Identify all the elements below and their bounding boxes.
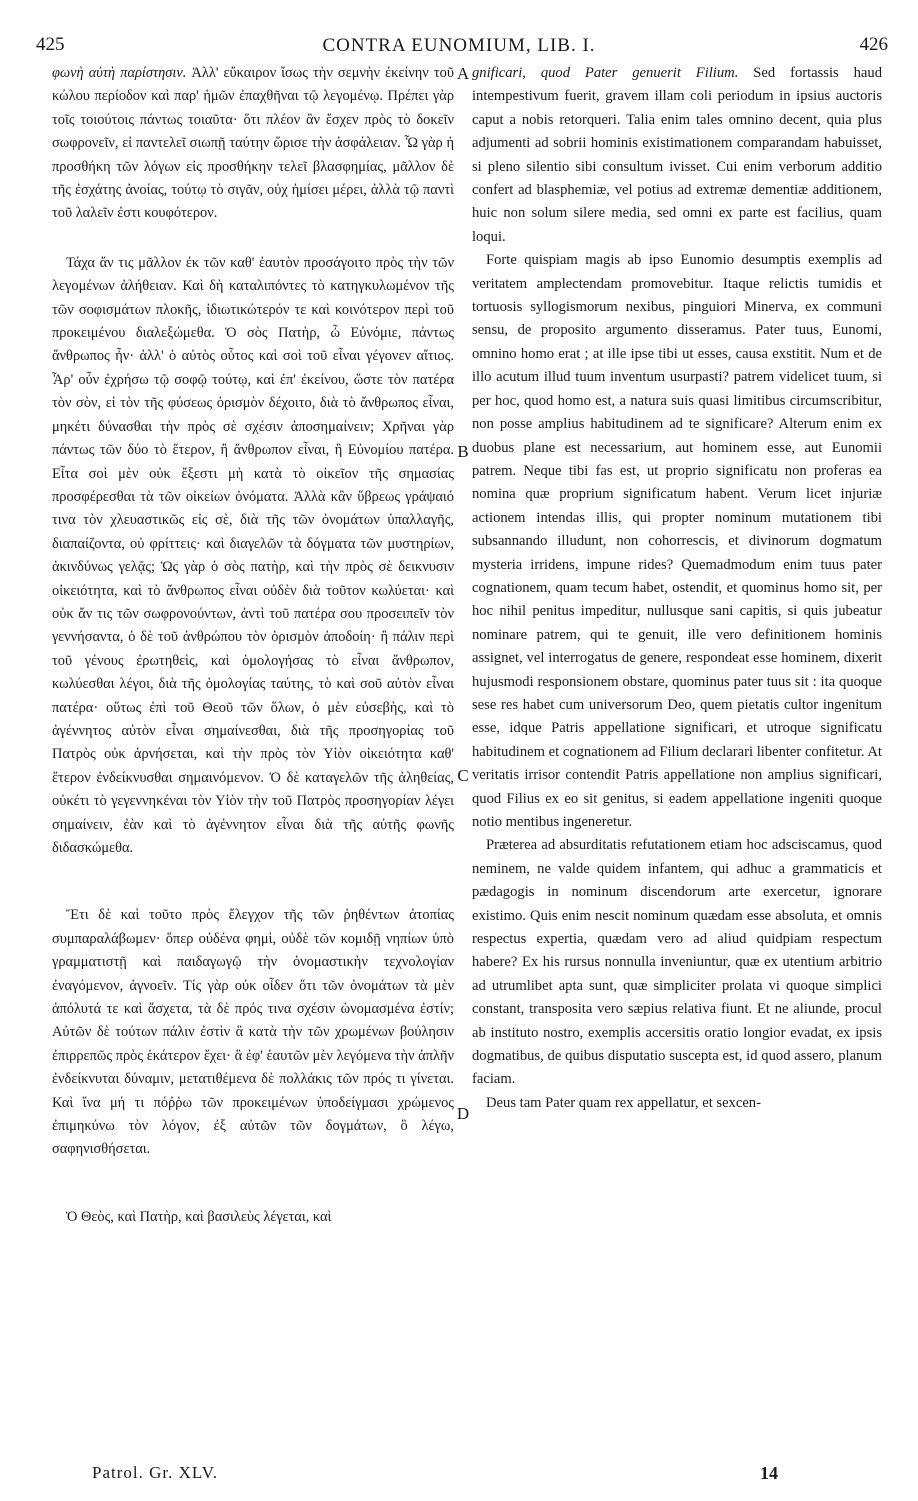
margin-letter-d: D xyxy=(456,1104,470,1123)
greek-paragraph-4: Ὁ Θεὸς, καὶ Πατὴρ, καὶ βασιλεὺς λέγεται, καὶ xyxy=(66,1208,332,1225)
greek-column xyxy=(52,62,454,1229)
running-title: CONTRA EUNOMIUM, LIB. I. xyxy=(322,35,596,56)
latin-paragraph-1-lead: gnificari, quod Pater genuerit Filium. xyxy=(472,65,739,81)
margin-letter-c: C xyxy=(457,766,469,785)
page-number-left: 425 xyxy=(36,34,65,55)
latin-paragraph-3: Præterea ad absurditatis refutationem etiam hoc adsciscamus, quod neminem, ne valde quidem infantem, qui adhuc a grammaticis et pædagogis in nominum discendorum arte exercetur, ignorare existimo. Quis enim nescit nominum quædam esse absoluta, et omnis respectus expertia, quædam vero ad aliud quidpiam respectum habere? Ex his rursus nonnulla inveniuntur, quæ ex utentium arbitrio ad utrumlibet apta sunt, quæ simpliciter prolata vi quoque simplici constant, transposita vero sæpius relativa fiunt. Et ne aliunde, procul ab instituto nostro, exemplis accersitis oratio longior evadat, ex ipsis dogmatibus, de quibus disputatio suscepta est, id quod assero, planum faciam. xyxy=(472,837,882,1088)
sheet-number: 14 xyxy=(760,1463,778,1483)
greek-paragraph-1-body: Ἀλλ' εὔκαιρον ἴσως τὴν σεμνὴν ἐκείνην τοῦ κώλου περίοδον καὶ παρ' ἡμῶν ἐπαχθῆναι τῷ λεγομένῳ. Πρέπει γὰρ τοῖς τοιούτοις πάντως τοιαῦτα· ὅτι πλέον ἂν ἔσχεν πρὸς τὸ δοκεῖν σωφρονεῖν, εἰ παντελεῖ σιωπῇ ταύτην ὥρισε τὴν ἀσφάλειαν. Ὧ γὰρ ἡ προσθήκη τῶν λόγων εἰς προσθήκην τελεῖ βλασφημίας, μᾶλλον δὲ τῆς ἐσχάτης ἀνοίας, τούτῳ τὸ σιγᾶν, οὐχ ἡμίσει μέρει, ἀλλὰ τῷ παντὶ τοῦ λαλεῖν ἐστι κουφότερον. xyxy=(52,65,454,222)
margin-letter-a: A xyxy=(456,64,470,83)
page-footer xyxy=(0,1458,918,1498)
greek-paragraph-1-lead: φωνὴ αὐτὴ παρίστησιν. xyxy=(52,65,187,81)
latin-paragraph-1 xyxy=(472,62,882,249)
greek-paragraph-3: Ἔτι δὲ καὶ τοῦτο πρὸς ἔλεγχον τῆς τῶν ῥηθέντων ἀτοπίας συμπαραλάβωμεν· ὅπερ οὐδένα φημὶ, οὐδὲ τῶν κομιδῇ νηπίων ὑπὸ γραμματιστῇ καὶ παιδαγωγῷ τὴν ὀνομαστικὴν τεχνολογίαν ἐναγόμενον, ἀγνοεῖν. Τίς γὰρ οὐκ οἶδεν ὅτι τῶν ὀνομάτων τὰ μὲν ἀπόλυτά τε καὶ ἄσχετα, τὰ δὲ πρός τινα σχέσιν ὠνομασμένα ἐστίν; Αὐτῶν δὲ τούτων πάλιν ἐστὶν ἃ κατὰ τὴν τῶν χρωμένων βούλησιν ἐπιρρεπῶς πρὸς ἑκάτερον ἔχει· ἃ ἐφ' ἑαυτῶν μὲν λεγόμενα τὴν ἁπλῆν ἐνδείκνυται δύναμιν, μετατιθέμενα δὲ πολλάκις τῶν πρός τι γίνεται. Καὶ ἵνα μή τι πόῤῥω τῶν προκειμένων ὑποδείγμασι χρώμενος ἐπιμηκύνω τὸν λόγον, ἐξ αὐτῶν τῶν δογμάτων, ὃ λέγω, σαφηνισθήσεται. xyxy=(52,907,454,1158)
page-number-right: 426 xyxy=(859,34,888,55)
latin-paragraph-1-body: Sed fortassis haud intempestivum fuerit, gravem illam coli periodum in ipsius auctoris caput a nobis retorqueri. Talia enim tales omnino decent, quia plus adjumenti ad sobrii hominis existimationem comparandam habuisset, si pleno silentio sibi consultum ivisset. Cui enim verborum additio confert ad blasphemiæ, vel potius ad extremæ dementiæ additionem, huic non solum silere media, sed omni ex parte est facilius, quam loqui. xyxy=(472,65,882,245)
latin-paragraph-4: Deus tam Pater quam rex appellatur, et sexcen- xyxy=(486,1094,761,1111)
printer-signature: Patrol. Gr. XLV. xyxy=(92,1463,219,1482)
greek-paragraph-1 xyxy=(52,62,454,226)
latin-paragraph-2: Forte quispiam magis ab ipso Eunomio desumptis exemplis ad veritatem amplectendam promovebitur. Itaque relictis tumidis et tortuosis syllogismorum nexibus, pinguiori Minerva, ex communi sensu, de proposito argumento disseramus. Pater tuus, Eunomi, omnino homo erat ; at ille ipse tibi ut esses, causa exstitit. Num et de illo acutum illud tuum inventum usurpasti? patrem videlicet tuum, si per hoc, quod homo est, a natura suis quasi limitibus circumscribitur, non posse amplius habitudinem ad te significare? Alterum enim ex duobus plane est necessarium, aut hominem esse, aut Eunomii patrem. Neque tibi fas est, ut proprio significatu non proferas ea nomina quæ proprium significatum habent. Verum licet injuriæ actionem intendas illis, qui propter nominum mutationem tibi subsannando illudunt, non cohorrescis, et divinorum dogmatum mysteria irridens, impune rides? Quemadmodum enim tuus pater cognationem, quam tecum habet, ostendit, et quominus homo sit, per hoc nihil penitus impeditur, nullusque sani capitis, si quis jubeatur nominare patrem, qui te genuit, ille vero definitionem hominis assignet, vel interrogatus de genere, respondeat esse hominem, dixerit hujusmodi responsionem obstare, quominus pater tuus sit : ita quoque sese res habet cum universorum Deo, quem pietatis cultor ingenitum esse, idque Patris appellatione significari, et utroque significatu habitudinem et cognationem ad Filium declarari libenter confitetur. At veritatis irrisor contendit Patris appellatione non amplius significari, quod Filius ex eo sit genitus, si eadem appellatione ingeniti quoque notio mentibus ingeneretur. xyxy=(472,252,882,830)
greek-paragraph-2: Τάχα ἄν τις μᾶλλον ἐκ τῶν καθ' ἑαυτὸν προσάγοιτο πρὸς τὴν τῶν λεγομένων ἀλήθειαν. Καὶ δὴ καταλιπόντες τὸ κατηγκυλωμένον τῆς τῶν σοφισμάτων πλοκῆς, ἰδιωτικώτερόν τε καὶ κοινότερον περὶ τοῦ προκειμένου διαλεξώμεθα. Ὁ σὸς Πατὴρ, ὦ Εὐνόμιε, πάντως ἄνθρωπος ἦν· ἀλλ' ὁ αὐτὸς οὗτος καὶ σοὶ τοῦ εἶναι γέγονεν αἴτιος. Ἆρ' οὖν ἐχρήσω τῷ σοφῷ τούτῳ, καὶ ἐπ' ἐκείνου, ὥστε τὸν πατέρα τὸν σὸν, εἰ τὸν τῆς φύσεως ὁρισμὸν δέχοιτο, διὰ τὸ ἄνθρωπος εἶναι, μηκέτι δύνασθαι τὴν πρὸς σὲ σχέσιν ἀποσημαίνειν; Χρῆναι γὰρ πάντως τῶν δύο τὸ ἕτερον, ἢ ἄνθρωπον εἶναι, ἢ Εὐνομίου πατέρα. Εἶτα σοὶ μὲν οὐκ ἔξεστι μὴ κατὰ τὸ οἰκεῖον τῆς σημασίας προσφέρεσθαι τὰ τῶν οἰκείων ὀνόματα. Ἀλλὰ κἂν ὕβρεως γράψαιό τινα τὸν χλευαστικῶς εἰς σὲ, διὰ τῆς τῶν ὀνομάτων ὑπαλλαγῆς, διαπαίζοντα, οὐ φρίττεις· καὶ διαγελῶν τὰ δόγματα τῶν μυστηρίων, ἀκινδύνως γελᾷς; Ὡς γὰρ ὁ σὸς πατὴρ, καὶ τὴν πρὸς σὲ δεικνυσιν οἰκειότητα, καὶ τὸ ἄνθρωπος εἶναι οὐδὲν διὰ τοῦτον κωλύεται· καὶ οὐκ ἄν τις τῶν σωφρονούντων, ἀντὶ τοῦ πατέρα σου προσειπεῖν τὸν γεννήσαντα, ὁ δὲ τοῦ ἀνθρώπου τὸν ὁρισμὸν ἀποδοίη· ἢ πάλιν περὶ τοῦ γένους ἐρωτηθεὶς, καὶ ὁμολογήσας τὸ εἶναι ἄνθρωπον, κωλύεσθαι λέγοι, διὰ τῆς ὁμολογίας ταύτης, τὸ καὶ σοῦ αὐτὸν εἶναι πατέρα· οὕτως ἐπὶ τοῦ Θεοῦ τῶν ὅλων, ὁ μὲν εὐσεβὴς, καὶ τὸ ἀγέννητος αὐτὸν εἶναι σημαίνεσθαι, διὰ τῆς προσηγορίας τοῦ Πατρὸς οὐκ ἀρνήσεται, καὶ τὴν πρὸς τὸν Υἱὸν οἰκειότητα καθ' ἕτερον ἐνδείκνυσθαι σημαινόμενον. Ὁ δὲ καταγελῶν τῆς ἀληθείας, οὐκέτι τὸ γεγεννηκέναι τὸν Υἱὸν τὴν τοῦ Πατρὸς προσηγορίαν λέγει σημαίνειν, ἐὰν καὶ τὸ ἀγέννητον εἶναι διὰ τῆς αὐτῆς φωνῆς διδασκώμεθα. xyxy=(52,254,454,856)
margin-letter-b: B xyxy=(457,442,469,461)
latin-column xyxy=(472,62,882,1115)
page-header xyxy=(0,0,918,62)
